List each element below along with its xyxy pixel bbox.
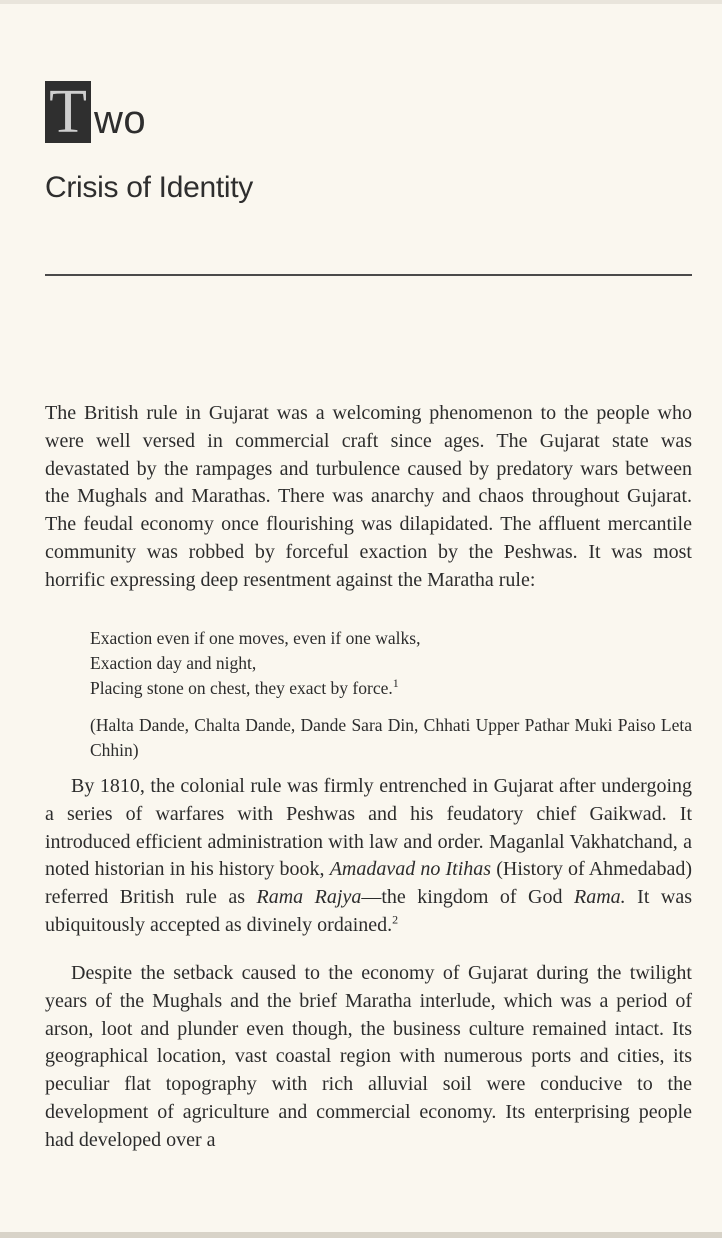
verse-line-3-text: Placing stone on chest, they exact by force. [90, 678, 393, 698]
rama-rajya-term: Rama Rajya [256, 886, 362, 909]
paragraph-2-text-d: It was ubiquitously accepted as divinely ordained. [45, 886, 693, 936]
title-divider [45, 274, 692, 276]
paragraph-3: Despite the setback caused to the economy of Gujarat during the twilight years of the Mughals and the brief Maratha interlude, which was a period of arson, loot and plunder even though, the business culture remained intact. Its geographical location, vast coastal region with numerous ports and cities, its peculiar flat topography with rich alluvial soil were conducive to the development of agriculture and commercial economy. Its enterprising people had developed over a [45, 962, 692, 1151]
paragraph-2 [45, 773, 692, 940]
chapter-title: Crisis of Identity [45, 171, 253, 204]
page-top-edge [0, 0, 722, 4]
rama-term: Rama. [574, 886, 626, 909]
verse-line-3 [90, 676, 650, 701]
verse-block [90, 626, 650, 701]
footnote-ref-1: 1 [392, 676, 399, 691]
footnote-ref-2: 2 [392, 912, 399, 927]
paragraph-2-text-a: By 1810, the colonial rule was firmly entrenched in Gujarat after undergoing a series of warfares with Peshwas and his feudatory chief Gaikwad. It introduced efficient administration with law and order. Maganlal Vakhatchand, a noted historian in his history book, [45, 775, 692, 881]
paragraph-2-text-c: —the kingdom of God [361, 886, 574, 909]
verse-line-1: Exaction even if one moves, even if one walks, [90, 628, 421, 648]
book-title: Amadavad no Itihas [329, 858, 492, 881]
chapter-number-rest: wo [94, 98, 147, 142]
page-bottom-edge [0, 1232, 722, 1238]
verse-line-2: Exaction day and night, [90, 653, 257, 673]
paragraph-2-text-b: (History of Ahmedabad) referred British rule as [45, 858, 692, 909]
verse-transliteration: (Halta Dande, Chalta Dande, Dande Sara Din, Chhati Upper Pathar Muki Paiso Leta Chhin) [90, 715, 692, 760]
paragraph-1: The British rule in Gujarat was a welcoming phenomenon to the people who were well versed in commercial craft since ages. The Gujarat state was devastated by the rampages and turbulence caused by predatory wars between the Mughals and Marathas. There was anarchy and chaos throughout Gujarat. The feudal economy once flourishing was dilapidated. The affluent mercantile community was robbed by forceful exaction by the Peshwas. It was most horrific expressing deep resentment against the Maratha rule: [45, 402, 692, 591]
chapter-initial: T [45, 81, 91, 143]
